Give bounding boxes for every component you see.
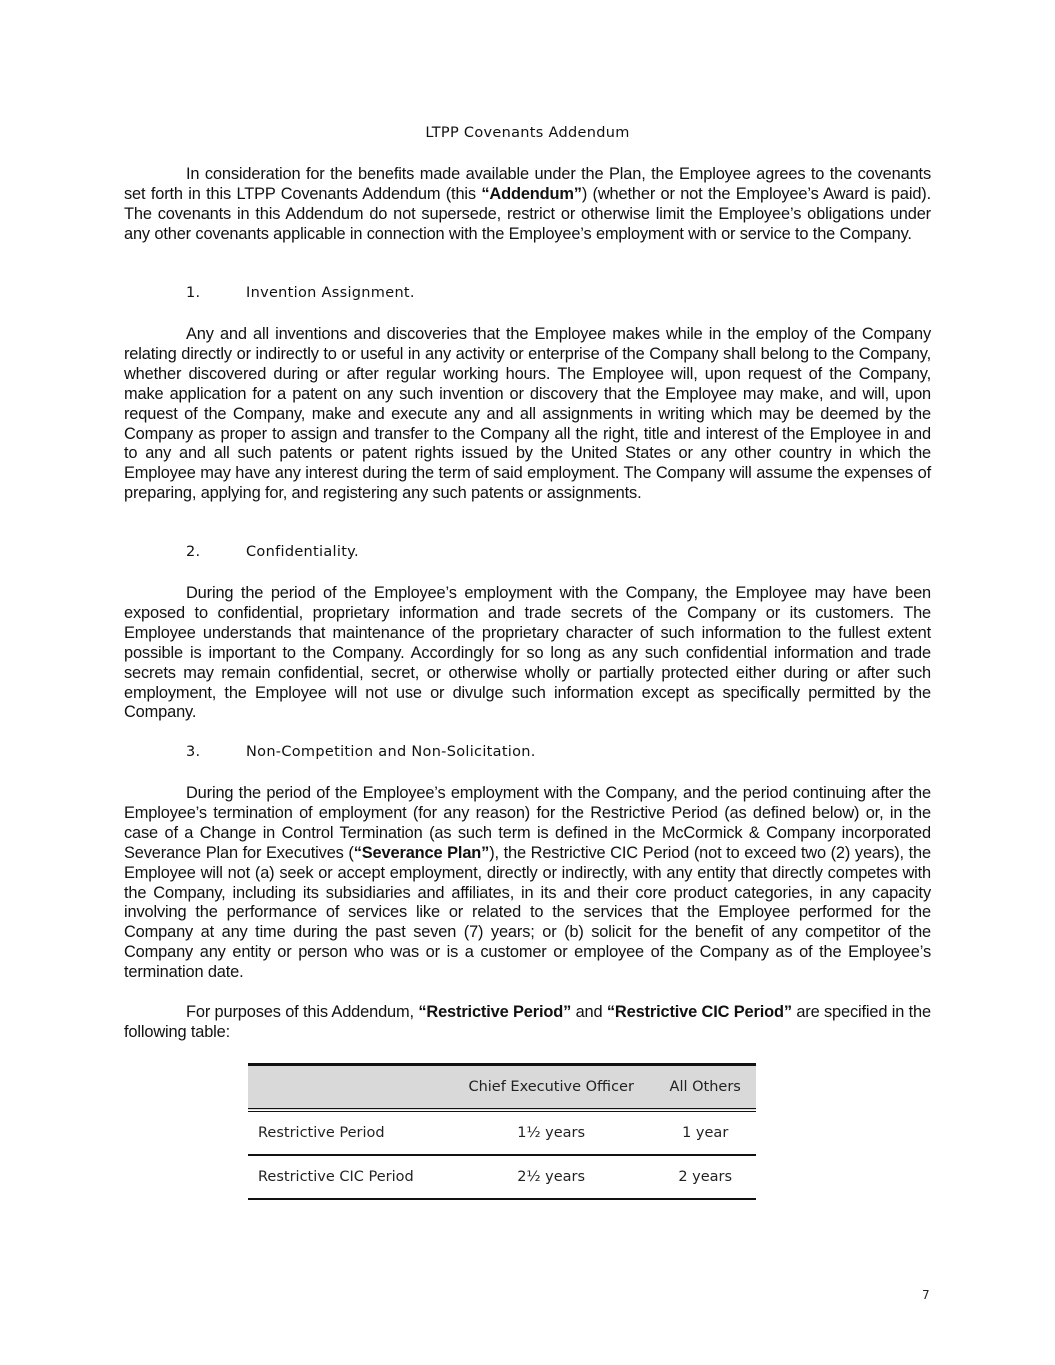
ceo-value: 2½ years (448, 1155, 654, 1199)
table-header-all-others: All Others (654, 1065, 756, 1111)
restrictive-period-table (248, 1063, 756, 1200)
restrictive-period-term: “Restrictive Period” (418, 1003, 572, 1021)
document-title: LTPP Covenants Addendum (425, 125, 630, 141)
purposes-paragraph: For purposes of this Addendum, “Restrictive Period” and “Restrictive CIC Period” are specified in the following table: (124, 1003, 931, 1041)
row-label: Restrictive Period (248, 1110, 448, 1155)
table-header-ceo: Chief Executive Officer (448, 1065, 654, 1111)
table-header-empty (248, 1065, 448, 1111)
row-label: Restrictive CIC Period (248, 1155, 448, 1199)
section-3-body: During the period of the Employee’s employment with the Company, and the period continuing after the Employee’s termination of employment (for any reason) for the Restrictive Period (as defined below) or, in the case of a Change in Control Termination (as such term is defined in the McCormick & Company incorporated Severance Plan for Executives (“Severance Plan”), the Restrictive CIC Period (not to exceed two (2) years), the Employee will not (a) seek or accept employment, directly or indirectly, with any entity that directly competes with the Company, including its subsidiaries and affiliates, in its and their core product categories, in any capacity involving the performance of services like or related to the services that the Employee performed for the Company at any time during the past seven (7) years; or (b) solicit for the benefit of any competitor of the Company any entity or person who was or is a customer or employee of the Company as of the Employee’s termination date. (124, 784, 931, 982)
table-header-row (248, 1065, 756, 1111)
severance-plan-term: “Severance Plan” (353, 843, 490, 862)
section-2-body: During the period of the Employee’s employment with the Company, the Employee may have been exposed to confidential, proprietary information and trade secrets of the Company or its customers. The Employee understands that maintenance of the proprietary character of such information to the fullest extent possible is important to the Company. Accordingly for so long as any such confidential information and trade secrets may remain confidential, secret, or otherwise wholly or partially protected either during or after such employment, the Employee will not use or divulge such information except as specifically permitted by the Company. (124, 584, 931, 722)
table-row (248, 1110, 756, 1155)
restrictive-cic-period-term: “Restrictive CIC Period” (606, 1003, 792, 1021)
table-row (248, 1155, 756, 1199)
ceo-value: 1½ years (448, 1110, 654, 1155)
intro-paragraph: In consideration for the benefits made available under the Plan, the Employee agrees to the covenants set forth in this LTPP Covenants Addendum (this “Addendum”) (whether or not the Employee’s Award is paid). The covenants in this Addendum do not supersede, restrict or otherwise limit the Employee’s obligations under any other covenants applicable in connection with the Employee’s employment with or service to the Company. (124, 165, 931, 243)
section-1-heading: 1. Invention Assignment. (186, 285, 415, 301)
section-2-heading: 2. Confidentiality. (186, 544, 359, 560)
section-1-body: Any and all inventions and discoveries that the Employee makes while in the employ of the Company relating directly or indirectly to or useful in any activity or enterprise of the Company shall belong to the Company, whether discovered during or after regular working hours. The Employee will, upon request of the Company, make application for a patent on any such invention or discovery that the Employee may make, and will, upon request of the Company, make and execute any and all assignments in writing which may be deemed by the Company as proper to assign and transfer to the Company all the right, title and interest of the Employee in and to any and all such patents or patent rights issued by the United States or any other country in which the Employee may have any interest during the term of said employment. The Company will assume the expenses of preparing, applying for, and registering any such patents or assignments. (124, 325, 931, 503)
others-value: 2 years (654, 1155, 756, 1199)
addendum-term: “Addendum” (481, 184, 582, 203)
page-number: 7 (922, 1288, 930, 1302)
section-3-heading: 3. Non-Competition and Non-Solicitation. (186, 744, 536, 760)
others-value: 1 year (654, 1110, 756, 1155)
